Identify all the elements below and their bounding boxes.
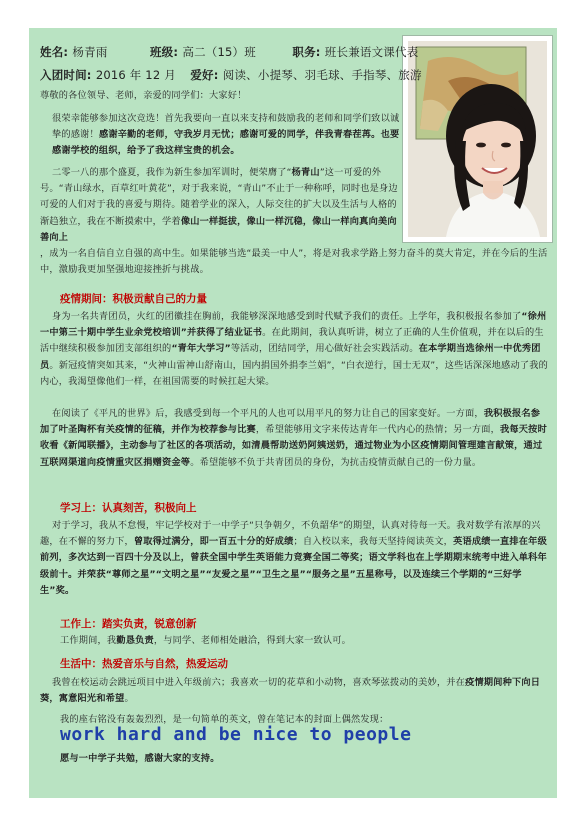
s1-r: 。希望能够不负于共青团员的身 [190,456,322,468]
intro-p2-j: 将是对我求学路上努力奋斗的莫大肯定，并在今后的生活中，激励我更加坚强地迎接挫折与挑战。 [40,248,548,276]
intro-paragraph-1 [52,111,400,160]
class-value: 高二（15）班 [182,45,256,59]
s4-c: 期间种下向日葵，寓意阳光和希望 [40,677,541,705]
join-value: 2016 年 12 月 [95,68,176,82]
portrait-frame [402,35,553,243]
section-epidemic-body-2 [40,406,548,471]
s2-b: 数学有浓厚的兴趣，在不懈的努力下， [40,520,541,548]
section-work-body [60,633,548,649]
s1-m: 我积极报名参加了叶圣陶杯有关疫情的征稿，并作为校荐参与比赛 [40,408,541,436]
s1-g: 等活动，团结同学，用心做好社 [230,343,363,355]
s1-h: 会实践活动。 [362,343,419,355]
s3-a: 工作期间，我 [60,635,117,646]
s2-e: 英文， [424,536,454,548]
s3-c: ，与同学、老师相处融洽，得到大家一致认可。 [153,635,352,646]
section-life-body [40,675,548,707]
section-study-body [40,518,548,599]
s1-p: 我每天按时收看《新闻联播》，主动参与了社区的各项活动，如清晨帮助送奶阿姨送奶，通过 [40,424,547,452]
intro-paragraph-2-cont [40,246,548,278]
hobby-value: 阅读、小提琴、羽毛球、手指琴、旅游 [222,68,422,82]
intro-p1-b: 学们致以诚挚的感谢！ [52,113,400,141]
s4-a: 我曾在校运动会跳远项目中进入年级前六；我喜欢一切的花草和小动物，喜欢琴弦拨动的美妙，并在 [52,677,466,688]
intro-p2-d: 可爱的外号。“青山绿水，百草红叶黄花”，对于我来说，“青山”不止于一种称 [40,167,382,195]
s1-n: ，希望能够用文字来传达青年一代内心的热 [255,424,435,436]
s1-i: 在本学期当选徐州一中优秀团员 [40,343,541,371]
s2-h: “服务之星”五星称号，以及连续三个学期的“三好学生”奖。 [40,568,522,596]
duty-value: 班长兼语文课代表 [324,45,419,59]
hobby-label: 爱好: [190,68,219,82]
s4-d: 。 [124,693,134,705]
s1-j: 。新冠疫情突如其来，“火神山雷神山舒南山，国内捐国外捐李兰 [49,359,318,371]
name-label: 姓名: [40,45,69,59]
section-title-work: 工作上：踏实负责，锐意创新 [60,618,197,630]
s2-a: 对于学习，我从不怠慢，牢记学校对于一中学子“只争朝夕，不负韶华”的期望，认真对待每一天。我对 [52,520,475,531]
intro-p2-g: 像山一样挺拔， [180,215,247,227]
s2-g: 语文学科也在上学期期末统考中进入单科年级前十。并荣获“尊师之星”“文明之星”“友爱之星”“卫生之星” [40,552,547,580]
header-row-1 [40,44,418,60]
s1-o: 情；另一方面， [434,424,501,436]
s2-d: ；自入校以来，我每天坚持阅读 [293,536,425,548]
nickname: 杨青山 [291,167,320,178]
s1-s: 份，为抗击疫情贡献自己的一份力量。 [321,456,482,468]
s1-l: 在阅读了《平凡的世界》后，我感受到每一个平凡的人也可以用平凡的努力让自己的国家变好。一方面， [52,408,484,419]
motto-intro: 我的座右铭没有轰轰烈烈，是一句简单的英文，曾在笔记本的封面上偶然发现： [60,714,389,725]
s1-d: 。在此期间，我认真听讲，树立了正确 [262,327,422,339]
portrait-illustration [408,41,547,237]
portrait-photo [408,41,547,237]
duty-label: 职务: [292,45,321,59]
intro-p1-c: 感谢辛勤的老师，守我岁月无忧；感谢可爱的同学，伴 [98,129,325,141]
section-title-study: 学习上：认真刻苦，积极向上 [60,502,197,514]
s1-b: 名参加了 [483,311,522,322]
intro-p1-a: 很荣幸能够参加这次竞选！首先我要向一直以来支持和鼓励我的老师和同 [52,113,353,124]
intro-paragraph-2 [40,165,400,246]
intro-p1-d: 我青春茬苒。也要感谢学校的组织，给予了我这样宝贵的机会。 [52,129,400,157]
s2-c: 曾取得过满分，即一百五十分的好成绩 [133,536,294,548]
section-epidemic-body [40,309,548,390]
motto: work hard and be nice to people [60,724,412,745]
s1-f: “青年大学习” [171,343,231,355]
header-row-2 [40,67,422,83]
class-label: 班级: [149,45,179,59]
intro-p2-e: 呼，同时也是身边可爱的人们对于我的喜爱与期待。随着学业的深入，人际交 [40,183,398,211]
s1-e: 的人生价值观，并在以后的生活中继续积极参加团支部组织的 [40,327,544,355]
intro-p2-h: 像山一样沉稳，像山一样向真向美向善向上 [40,215,397,243]
join-label: 入团时间: [40,68,92,82]
intro-p2-f: 往的扩大以及生活与人格的渐趋独立，我在不断摸索中，学着 [40,199,397,227]
s1-a: 身为一名共青团员，火红的团徽挂在胸前，我能够深深地感受到时代赋予我们的责任。上学年，我积极报 [52,311,484,322]
s1-c: “徐州一中第三十期中学生业余党校培训”并获得了结业证书 [40,311,547,339]
intro-p2-c: ”这一 [319,167,344,178]
s1-q: 物业为小区疫情期间管理建言献策，通过互联网渠道向疫情重灾区捐赠资金等 [40,440,543,468]
intro-p2-i: ，成为一名自信自立自强的高中生。如果能够当选“最美一中人”， [40,248,313,259]
section-title-epidemic: 疫情期间：积极贡献自己的力量 [60,293,207,305]
greeting: 尊敬的各位领导、老师，亲爱的同学们：大家好！ [40,90,247,101]
section-title-life: 生活中：热爱音乐与自然，热爱运动 [60,658,228,670]
s3-b: 勤恳负责 [116,635,154,646]
name-value: 杨青雨 [72,45,108,59]
intro-p2-a: 二零一八的那个盛夏，我作为新生参加军训时，便荣膺了“ [52,167,292,178]
closing-line: 愿与一中学子共勉，感谢大家的支持。 [60,753,220,764]
s1-k: 娟”，“白衣逆行，国士无双”，这些话深深地感动了我的内心，我渴望像他们一样，在祖国需要的时候扛起大梁。 [40,359,548,387]
s4-b: 疫情 [465,677,484,688]
s2-f: 英语成绩一直排在年级前列，多次达到一百四十分及以上，曾获全国中学生英语能力竞赛全国二等奖； [40,536,547,564]
